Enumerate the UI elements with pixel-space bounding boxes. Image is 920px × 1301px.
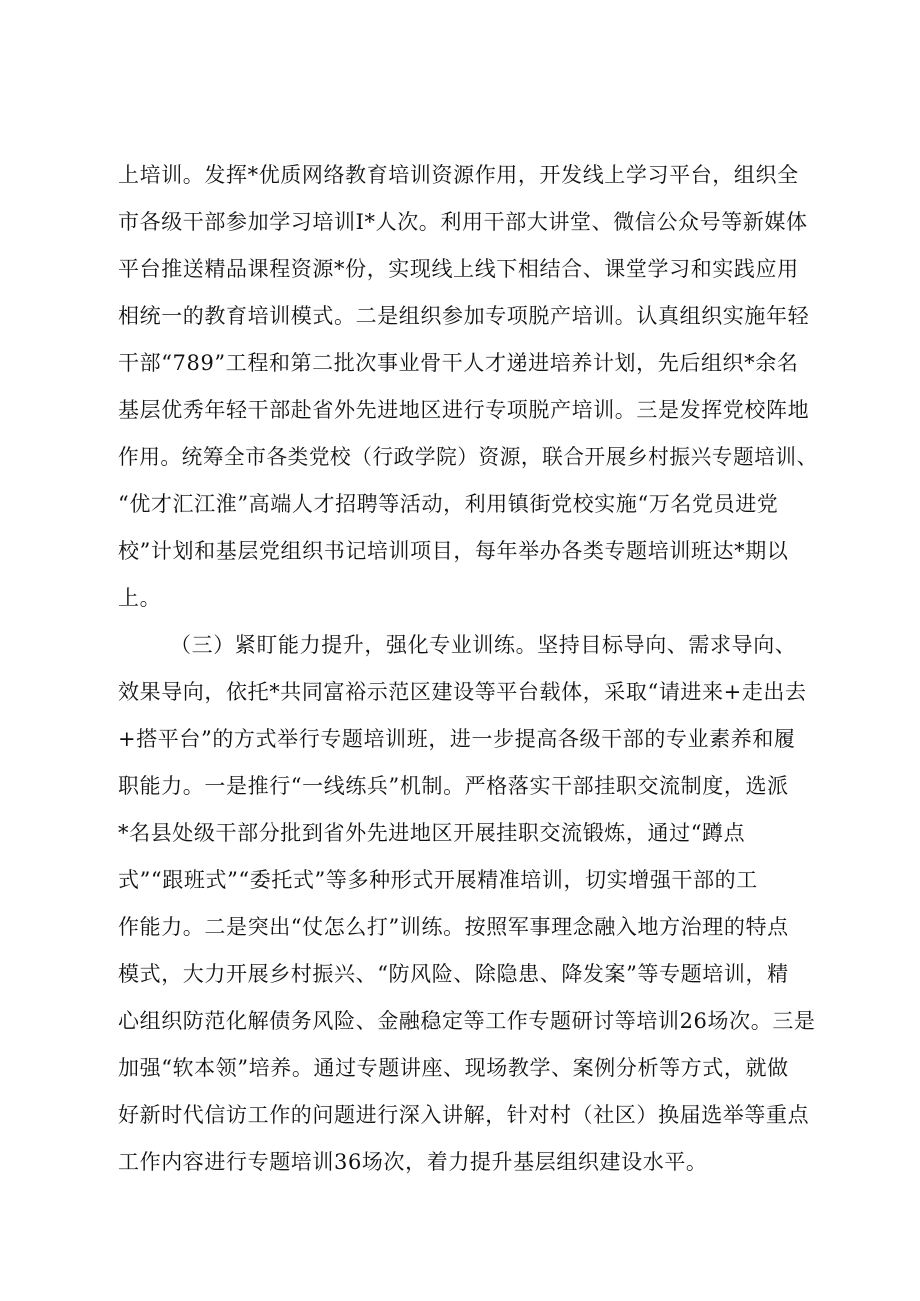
text-line: 心组织防范化解债务风险、金融稳定等工作专题研讨等培训26场次。三是 (118, 1009, 816, 1033)
text-line: 加强“软本领”培养。通过专题讲座、现场教学、案例分析等方式，就做 (118, 1056, 789, 1080)
text-line: 平台推送精品课程资源*份，实现线上线下相结合、课堂学习和实践应用 (118, 257, 799, 281)
text-line: 模式，大力开展乡村振兴、“防风险、除隐患、降发案”等专题培训，精 (118, 962, 789, 986)
text-line: 作能力。二是突出“仗怎么打”训练。按照军事理念融入地方治理的特点 (118, 915, 789, 939)
text-line: 市各级干部参加学习培训I*人次。利用干部大讲堂、微信公众号等新媒体 (118, 210, 808, 234)
text-line: 式”“跟班式”“委托式”等多种形式开展精准培训，切实增强干部的工 (118, 868, 758, 892)
text-line: 干部“789”工程和第二批次事业骨干人才递进培养计划，先后组织*余名 (118, 351, 799, 375)
text-line: 校”计划和基层党组织书记培训项目，每年举办各类专题培训班达*期以 (118, 539, 789, 563)
text-line: 上培训。发挥*优质网络教育培训资源作用，开发线上学习平台，组织全 (118, 163, 799, 187)
text-line: “优才汇江淮”高端人才招聘等活动，利用镇街党校实施“万名党员进党 (118, 492, 779, 516)
text-line: 职能力。一是推行“一线练兵”机制。严格落实干部挂职交流制度，选派 (118, 774, 789, 798)
text-line: 相统一的教育培训模式。二是组织参加专项脱产培训。认真组织实施年轻 (118, 304, 810, 328)
section-heading-line: （三）紧盯能力提升，强化专业训练。坚持目标导向、需求导向、 (170, 633, 797, 657)
text-line: 工作内容进行专题培训36场次，着力提升基层组织建设水平。 (118, 1150, 708, 1174)
text-line: 上。 (118, 586, 162, 610)
text-line: *名县处级干部分批到省外先进地区开展挂职交流锻炼，通过“蹲点 (118, 821, 746, 845)
text-line: 效果导向，依托*共同富裕示范区建设等平台载体，采取“请进来+走出去 (118, 680, 807, 704)
text-line: 好新时代信访工作的问题进行深入讲解，针对村（社区）换届选举等重点 (118, 1103, 810, 1127)
text-line: +搭平台”的方式举行专题培训班，进一步提高各级干部的专业素养和履 (118, 727, 796, 751)
text-line: 基层优秀年轻干部赴省外先进地区进行专项脱产培训。三是发挥党校阵地 (118, 398, 810, 422)
text-line: 作用。统筹全市各类党校（行政学院）资源，联合开展乡村振兴专题培训、 (118, 445, 818, 469)
